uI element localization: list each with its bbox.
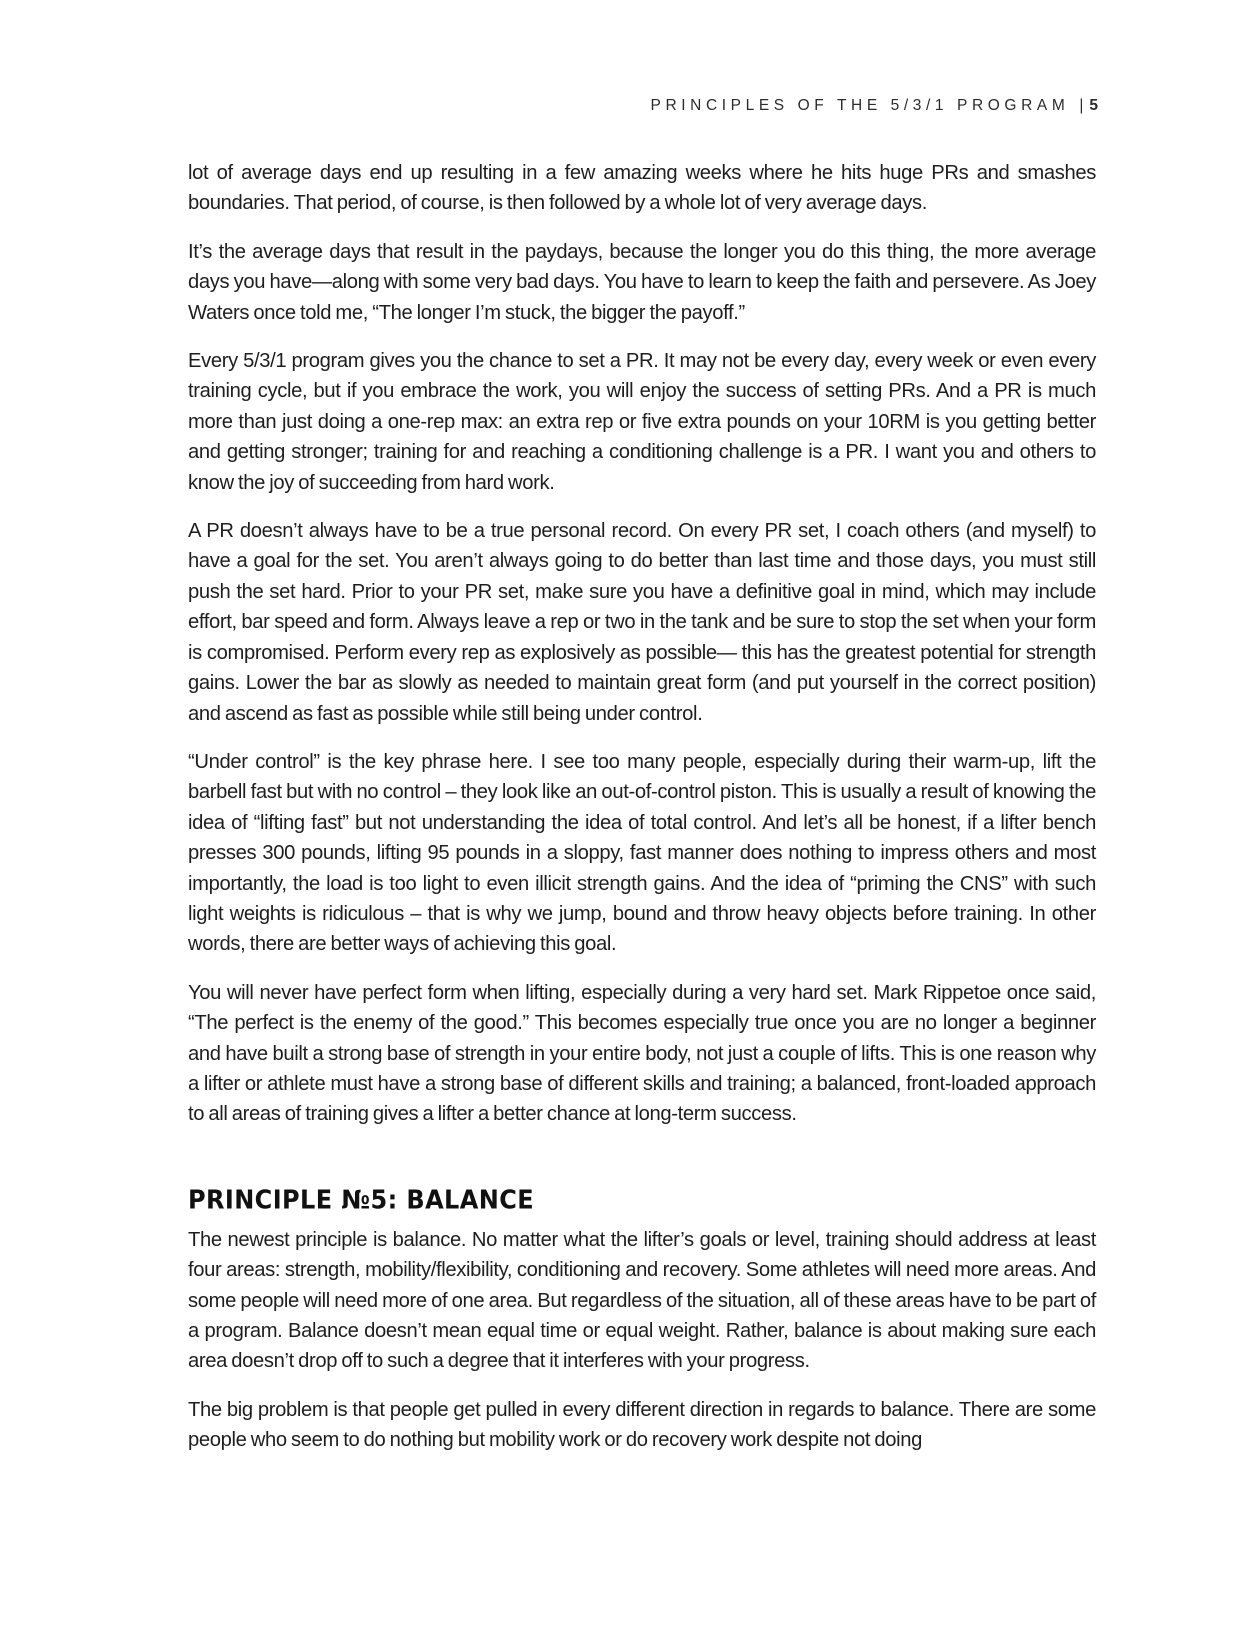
paragraph: It’s the average days that result in the paydays, because the longer you do this thing, the more average days you have—along with some very bad days. You have to learn to keep the faith and persevere. As Joey Waters once told me, “The longer I’m stuck, the bigger the payoff.” <box>188 240 1096 324</box>
header-separator: | <box>1079 97 1084 114</box>
page-number: 5 <box>1089 97 1098 114</box>
paragraph: “Under control” is the key phrase here. I see too many people, especially during their warm-up, lift the barbell fast but with no control – they look like an out-of-control piston. This is usually a result of knowing the idea of “lifting fast” but not understanding the idea of total control. And let’s all be honest, if a lifter bench presses 300 pounds, lifting 95 pounds in a sloppy, fast manner does nothing to impress others and most importantly, the load is too light to even illicit strength gains. And the idea of “priming the CNS” with such light weights is ridiculous – that is why we jump, bound and throw heavy objects before training. In other words, there are better ways of achieving this goal. <box>188 750 1096 956</box>
body-text <box>188 158 1096 1474</box>
section-heading: PRINCIPLE №5: BALANCE <box>188 1184 535 1215</box>
paragraph: The newest principle is balance. No matter what the lifter’s goals or level, training should address at least four areas: strength, mobility/flexibility, conditioning and recovery. Some athletes will need more areas. And some people will need more of one area. But regardless of the situation, all of these areas have to be part of a program. Balance doesn’t mean equal time or equal weight. Rather, balance is about making sure each area doesn’t drop off to such a degree that it interferes with your progress. <box>188 1228 1096 1373</box>
paragraph: lot of average days end up resulting in a few amazing weeks where he hits huge PRs and smashes boundaries. That period, of course, is then followed by a whole lot of very average days. <box>188 162 1096 215</box>
running-title: PRINCIPLES OF THE 5/3/1 PROGRAM <box>650 97 1070 114</box>
paragraph: A PR doesn’t always have to be a true personal record. On every PR set, I coach others (and myself) to have a goal for the set. You aren’t always going to do better than last time and those days, you must still push the set hard. Prior to your PR set, make sure you have a definitive goal in mind, which may include effort, bar speed and form. Always leave a rep or two in the tank and be sure to stop the set when your form is compromised. Perform every rep as explosively as possible— this has the greatest potential for strength gains. Lower the bar as slowly as needed to maintain great form (and put yourself in the correct position) and ascend as fast as possible while still being under control. <box>188 520 1096 725</box>
paragraph: You will never have perfect form when lifting, especially during a very hard set. Mark Rippetoe once said, “The perfect is the enemy of the good.” This becomes especially true once you are no longer a beginner and have built a strong base of strength in your entire body, not just a couple of lifts. This is one reason why a lifter or athlete must have a strong base of different skills and training; a balanced, front-loaded approach to all areas of training gives a lifter a better chance at long-term success. <box>188 981 1096 1126</box>
paragraph: The big problem is that people get pulled in every different direction in regards to balance. There are some people who seem to do nothing but mobility work or do recovery work despite not doing <box>188 1398 1096 1452</box>
running-header <box>651 97 1098 115</box>
paragraph: Every 5/3/1 program gives you the chance to set a PR. It may not be every day, every week or even every training cycle, but if you embrace the work, you will enjoy the success of setting PRs. And a PR is much more than just doing a one-rep max: an extra rep or five extra pounds on your 10RM is you getting better and getting stronger; training for and reaching a conditioning challenge is a PR. I want you and others to know the joy of succeeding from hard work. <box>188 350 1096 494</box>
